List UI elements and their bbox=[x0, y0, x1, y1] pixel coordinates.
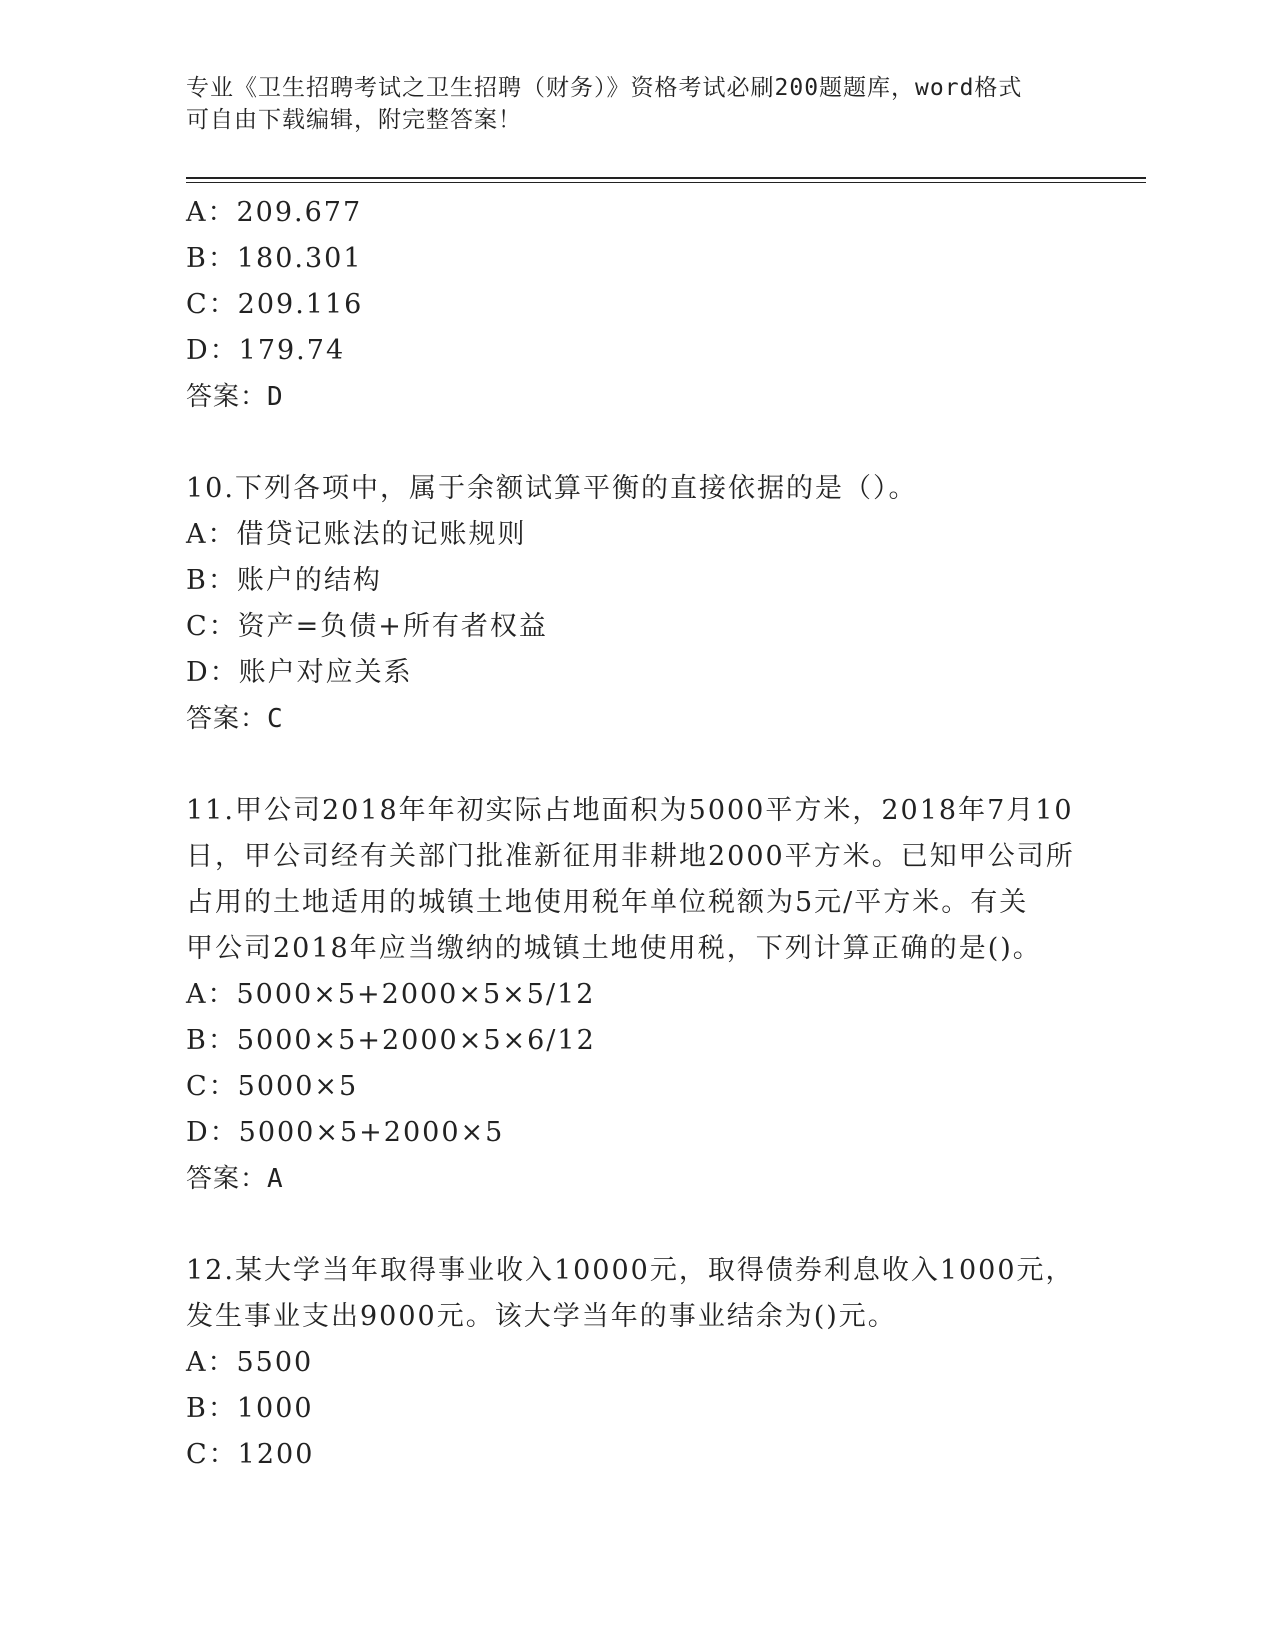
question-stem-line-2: 发生事业支出9000元。该大学当年的事业结余为()元。 bbox=[186, 1301, 897, 1332]
header-divider-thick bbox=[186, 177, 1146, 179]
question-stem-line-1: 12.某大学当年取得事业收入10000元，取得债券利息收入1000元， bbox=[186, 1255, 1075, 1286]
option-b: B：账户的结构 bbox=[186, 565, 382, 596]
option-c: C：209.116 bbox=[186, 289, 364, 320]
question-stem-line-2: 日，甲公司经有关部门批准新征用非耕地2000平方米。已知甲公司所 bbox=[186, 841, 1075, 872]
option-d: D：5000×5+2000×5 bbox=[186, 1117, 505, 1148]
header-title-line-2: 可自由下载编辑，附完整答案！ bbox=[186, 107, 522, 133]
question-9 bbox=[186, 190, 1086, 420]
document-body bbox=[186, 190, 1086, 1478]
question-10 bbox=[186, 466, 1086, 742]
question-11 bbox=[186, 788, 1086, 1202]
option-a: A：209.677 bbox=[186, 197, 363, 228]
option-b: B：180.301 bbox=[186, 243, 363, 274]
question-spacer bbox=[186, 420, 1086, 466]
option-a: A：5000×5+2000×5×5/12 bbox=[186, 979, 596, 1010]
answer-line: 答案：A bbox=[186, 1164, 284, 1194]
option-d: D：账户对应关系 bbox=[186, 657, 413, 688]
question-12 bbox=[186, 1248, 1086, 1478]
question-stem: 10.下列各项中，属于余额试算平衡的直接依据的是（）。 bbox=[186, 473, 918, 504]
document-header bbox=[186, 72, 1086, 136]
option-a: A：借贷记账法的记账规则 bbox=[186, 519, 527, 550]
option-a: A：5500 bbox=[186, 1347, 314, 1378]
option-c: C：1200 bbox=[186, 1439, 315, 1470]
header-title-line-1: 专业《卫生招聘考试之卫生招聘（财务）》资格考试必刷200题题库，word格式 bbox=[186, 75, 1023, 101]
answer-line: 答案：C bbox=[186, 704, 284, 734]
question-spacer bbox=[186, 742, 1086, 788]
option-b: B：5000×5+2000×5×6/12 bbox=[186, 1025, 596, 1056]
answer-line: 答案：D bbox=[186, 382, 284, 412]
option-d: D：179.74 bbox=[186, 335, 346, 366]
option-b: B：1000 bbox=[186, 1393, 314, 1424]
header-divider-thin bbox=[186, 182, 1146, 183]
question-spacer bbox=[186, 1202, 1086, 1248]
question-stem-line-4: 甲公司2018年应当缴纳的城镇土地使用税，下列计算正确的是()。 bbox=[186, 933, 1042, 964]
question-stem-line-3: 占用的土地适用的城镇土地使用税年单位税额为5元/平方米。有关 bbox=[186, 887, 1029, 918]
option-c: C：5000×5 bbox=[186, 1071, 359, 1102]
question-stem-line-1: 11.甲公司2018年年初实际占地面积为5000平方米，2018年7月10 bbox=[186, 795, 1074, 826]
option-c: C：资产=负债+所有者权益 bbox=[186, 611, 548, 642]
